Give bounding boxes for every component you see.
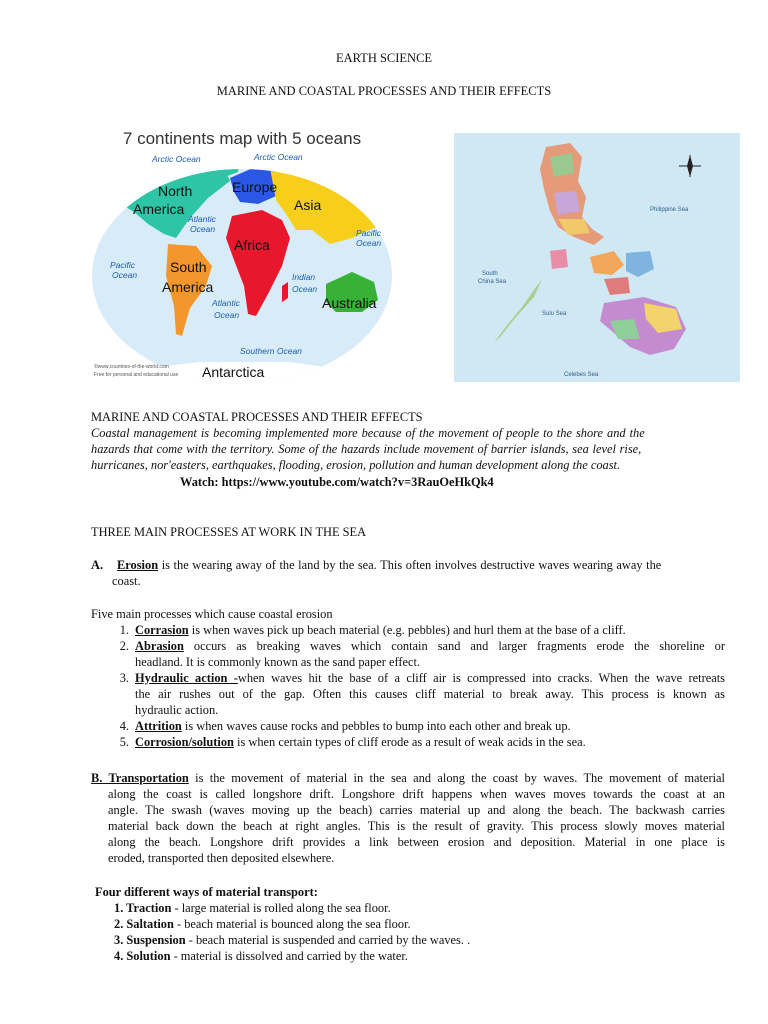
pacific-ocean-w-label-1: Pacific	[110, 260, 136, 270]
erosion-processes-heading: Five main processes which cause coastal erosion	[91, 607, 333, 621]
region-central-luzon-shape	[554, 191, 580, 215]
north-america-label-1: North	[158, 183, 193, 199]
pacific-ocean-e-label-1: Pacific	[356, 228, 382, 238]
australia-label: Australia	[322, 295, 377, 311]
list-item: 3. Suspension - beach material is suspended and carried by the waves. .	[114, 933, 471, 947]
world-map-title: 7 continents map with 5 oceans	[122, 129, 362, 148]
region-car-shape	[550, 153, 574, 177]
term-attrition: Attrition	[135, 719, 182, 733]
erosion-letter: A.	[91, 558, 104, 572]
erosion-text-1: is the wearing away of the land by the sea. This often involves destructive waves wearing away the	[158, 558, 662, 572]
erosion-processes	[91, 606, 725, 750]
philippine-sea-label: Philippine Sea	[650, 207, 689, 213]
celebes-sea-label: Celebes Sea	[564, 372, 599, 378]
intro-section	[91, 409, 725, 473]
indian-ocean-label-2: Ocean	[292, 284, 318, 294]
europe-label: Europe	[232, 179, 278, 195]
map-credit-1: ©www.countries-of-the-world.com	[94, 364, 169, 370]
south-america-label-1: South	[170, 259, 207, 275]
list-item: 2. Saltation - beach material is bounced along the sea floor.	[114, 917, 411, 931]
term-hydraulic-action: Hydraulic action -	[135, 671, 238, 685]
map-credit-2: Free for personal and educational use	[94, 372, 179, 378]
document-topic: MARINE AND COASTAL PROCESSES AND THEIR EFFECTS	[216, 84, 552, 98]
atlantic-ocean-s-label-1: Atlantic	[212, 298, 240, 308]
list-item: 2. Abrasion occurs as breaking waves which contain sand and larger fragments erode the shoreline or headland. It is commonly known as the sand paper effect.	[119, 639, 725, 669]
intro-line-2: hazards that come with the territory. Some of the hazards include movement of barrier islands, sea level rise,	[91, 442, 642, 456]
term-corrasion: Corrasion	[135, 623, 189, 637]
list-item: 1. Corrasion is when waves pick up beach material (e.g. pebbles) and hurl them at the base of a cliff.	[119, 623, 626, 637]
transport-ways	[95, 884, 725, 964]
south-china-sea-label-2: China Sea	[478, 279, 507, 285]
southern-ocean-label: Southern Ocean	[240, 346, 302, 356]
list-item: 4. Attrition is when waves cause rocks and pebbles to bump into each other and break up.	[119, 719, 571, 733]
transport-ways-heading: Four different ways of material transport:	[95, 885, 318, 899]
arctic-ocean-label-2: Arctic Ocean	[254, 152, 303, 162]
watch-link[interactable]: Watch: https://www.youtube.com/watch?v=3RauOeHkQk4	[180, 475, 494, 489]
list-item: 3. Hydraulic action -when waves hit the base of a cliff air is compressed into cracks. When the wave retreats the air rushes out of the gap. Often this causes cliff material to break away. This process is known as hydraulic action.	[119, 671, 725, 717]
erosion-term: Erosion	[117, 558, 159, 572]
erosion-text-2: coast.	[112, 574, 141, 588]
intro-line-1: Coastal management is becoming implemented more because of the movement of people to the shore and the	[91, 426, 645, 440]
sulu-sea-label: Sulu Sea	[542, 311, 567, 317]
transportation-paragraph: B. Transportation is the movement of material in the sea and along the coast by waves. The movement of material along the coast is called longshore drift. Longshore drift happens when waves moves towards the coast at an angle. The swash (waves moving up the beach) carries material up and along the beach. The backwash carries material back down the beach at right angles. This is the result of gravity. This process slowly moves material along the beach. Longshore drift provides a link between erosion and deposition. Material in one place is eroded, transported then deposited elsewhere.	[91, 771, 725, 865]
africa-label: Africa	[234, 237, 270, 253]
list-item: 4. Solution - material is dissolved and carried by the water.	[114, 949, 408, 963]
south-china-sea-label-1: South	[482, 271, 498, 277]
arctic-ocean-label-1: Arctic Ocean	[152, 154, 201, 164]
document-subject: EARTH SCIENCE	[335, 51, 433, 65]
pacific-ocean-w-label-2: Ocean	[112, 270, 138, 280]
intro-heading: MARINE AND COASTAL PROCESSES AND THEIR EFFECTS	[91, 410, 423, 424]
erosion-paragraph	[91, 557, 725, 589]
intro-line-3: hurricanes, nor'easters, earthquakes, flooding, erosion, pollution and human development along the coast.	[91, 458, 621, 472]
philippines-regions-map	[454, 133, 740, 382]
north-america-label-2: America	[133, 201, 185, 217]
list-item: 1. Traction - large material is rolled along the sea floor.	[114, 901, 391, 915]
mindoro-shape	[550, 249, 568, 269]
transportation-term: B. Transportation	[91, 771, 189, 785]
atlantic-ocean-s-label-2: Ocean	[214, 310, 240, 320]
atlantic-ocean-n-label-2: Ocean	[190, 224, 216, 234]
asia-label: Asia	[294, 197, 322, 213]
term-abrasion: Abrasion	[135, 639, 184, 653]
term-corrosion-solution: Corrosion/solution	[135, 735, 234, 749]
world-continents-map	[90, 126, 398, 382]
south-america-label-2: America	[162, 279, 214, 295]
antarctica-label: Antarctica	[202, 364, 265, 380]
main-heading: THREE MAIN PROCESSES AT WORK IN THE SEA	[91, 525, 367, 539]
indian-ocean-label-1: Indian	[292, 272, 316, 282]
pacific-ocean-e-label-2: Ocean	[356, 238, 382, 248]
atlantic-ocean-n-label-1: Atlantic	[188, 214, 216, 224]
list-item: 5. Corrosion/solution is when certain types of cliff erode as a result of weak acids in the sea.	[119, 735, 586, 749]
